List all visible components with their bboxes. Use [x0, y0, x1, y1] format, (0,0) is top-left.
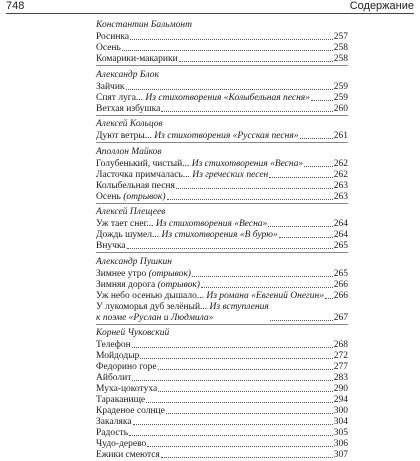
entry-page-number: 263	[334, 192, 348, 203]
dot-leader	[132, 380, 332, 381]
dot-leader	[304, 166, 333, 167]
toc-entry[interactable]	[96, 43, 348, 54]
entry-title: Мойдодыр	[96, 351, 139, 361]
toc-entry[interactable]	[96, 280, 348, 291]
toc-section	[96, 324, 348, 461]
entry-text	[96, 373, 131, 384]
entry-page-number: 294	[334, 395, 348, 406]
dot-leader	[161, 111, 332, 112]
author-name: Александр Пушкин	[96, 253, 348, 269]
entry-text	[96, 439, 146, 450]
entry-text	[96, 43, 121, 54]
entry-title: Внучка	[96, 241, 126, 251]
entry-title: Голубенький, чистый...	[96, 159, 189, 169]
entry-title: Зайчик	[96, 82, 125, 92]
table-of-contents	[96, 16, 348, 461]
dot-leader	[269, 177, 333, 178]
author-name: Алексей Плещеев	[96, 203, 348, 219]
toc-entry[interactable]	[96, 340, 348, 351]
dot-leader	[129, 435, 333, 436]
toc-section	[96, 142, 348, 203]
toc-entry[interactable]	[96, 439, 348, 450]
entry-text	[96, 351, 139, 362]
toc-entry[interactable]	[96, 54, 348, 65]
toc-entry[interactable]	[96, 82, 348, 93]
entry-text	[96, 181, 175, 192]
entry-text	[96, 230, 278, 241]
entry-text	[96, 302, 269, 324]
entry-title: Зимняя дорога	[96, 280, 155, 290]
dot-leader	[122, 50, 333, 51]
entry-page-number: 260	[334, 104, 348, 115]
entry-page-number: 258	[334, 54, 348, 65]
page-number: 748	[6, 0, 24, 12]
entry-source: Из греческих песен	[192, 170, 268, 180]
dot-leader	[147, 446, 332, 447]
dot-leader	[132, 347, 333, 348]
toc-entry[interactable]	[96, 104, 348, 115]
entry-title: Ветхая избушка	[96, 104, 160, 114]
entry-source: Из стихотворения «В бурю»	[162, 230, 278, 240]
entry-page-number: 264	[334, 230, 348, 241]
entry-text	[96, 340, 131, 351]
entry-note: (отрывок)	[149, 269, 191, 279]
entry-title: Муха-цокотуха	[96, 384, 157, 394]
dot-leader	[268, 226, 332, 227]
entry-page-number: 300	[334, 406, 348, 417]
entry-title: Чудо-дерево	[96, 439, 146, 449]
entry-source: Из романа «Евгений Онегин»	[206, 291, 324, 301]
dot-leader	[167, 199, 333, 200]
entry-page-number: 277	[334, 362, 348, 373]
entry-title: Дождь шумел...	[96, 230, 159, 240]
entry-page-number: 283	[334, 373, 348, 384]
entry-page-number: 272	[334, 351, 348, 362]
entry-title: Радость	[96, 428, 128, 438]
entry-page-number: 265	[334, 269, 348, 280]
entry-title: Айболит	[96, 373, 131, 383]
entry-title: Тараканище	[96, 395, 145, 405]
entry-title: Зимнее утро	[96, 269, 146, 279]
entry-page-number: 268	[334, 340, 348, 351]
entry-note: (отрывок)	[123, 192, 165, 202]
entry-title: Уж тает снег...	[96, 219, 154, 229]
dot-leader	[146, 402, 333, 403]
dot-leader	[158, 391, 333, 392]
dot-leader	[176, 188, 333, 189]
dot-leader	[140, 358, 332, 359]
entry-text	[96, 384, 157, 395]
entry-text	[96, 104, 160, 115]
entry-title: Краденое солнце	[96, 406, 165, 416]
author-name: Алексей Кольцов	[96, 115, 348, 131]
header-rule	[6, 13, 414, 14]
entry-text	[96, 219, 267, 230]
entry-page-number: 306	[334, 439, 348, 450]
entry-title: Колыбельная песня	[96, 181, 175, 191]
entry-source: Из стихотворения «Весна»	[192, 159, 303, 169]
entry-text	[96, 362, 157, 373]
entry-page-number: 259	[334, 93, 348, 104]
toc-entry[interactable]	[96, 32, 348, 43]
entry-title: Ласточка примчалась...	[96, 170, 190, 180]
toc-entry[interactable]	[96, 170, 348, 181]
toc-entry[interactable]	[96, 181, 348, 192]
entry-text	[96, 417, 132, 428]
entry-source-continued: к поэме «Руслан и Людмила»	[96, 313, 269, 324]
entry-page-number: 264	[334, 219, 348, 230]
entry-source: Из стихотворения «Весна»	[156, 219, 267, 229]
toc-entry[interactable]	[96, 291, 348, 302]
dot-leader	[270, 320, 333, 321]
toc-entry[interactable]	[96, 131, 348, 142]
toc-section	[96, 115, 348, 143]
entry-page-number: 267	[334, 313, 348, 324]
toc-entry[interactable]	[96, 395, 348, 406]
entry-title: Спят луга...	[96, 93, 143, 103]
entry-text	[96, 170, 268, 181]
entry-text	[96, 159, 303, 170]
entry-title: Комарики-макарики	[96, 54, 178, 64]
dot-leader	[166, 413, 333, 414]
entry-page-number: 307	[334, 450, 348, 461]
toc-entry[interactable]	[96, 406, 348, 417]
toc-entry[interactable]	[96, 362, 348, 373]
entry-text	[96, 82, 125, 93]
entry-text	[96, 131, 299, 142]
entry-page-number: 257	[334, 32, 348, 43]
page-header	[6, 0, 414, 12]
toc-entry[interactable]	[96, 219, 348, 230]
toc-entry[interactable]	[96, 450, 348, 461]
toc-entry[interactable]	[96, 192, 348, 203]
entry-note: (отрывок)	[158, 280, 200, 290]
toc-section	[96, 65, 348, 115]
toc-entry[interactable]	[96, 241, 348, 252]
dot-leader	[201, 287, 333, 288]
dot-leader	[300, 138, 333, 139]
entry-page-number: 261	[334, 131, 348, 142]
toc-entry[interactable]	[96, 159, 348, 170]
dot-leader	[192, 276, 333, 277]
dot-leader	[179, 61, 333, 62]
entry-title: Осень	[96, 43, 121, 53]
entry-title: Росинка	[96, 32, 129, 42]
entry-title: Осень	[96, 192, 121, 202]
entry-text	[96, 395, 145, 406]
toc-entry[interactable]	[96, 373, 348, 384]
entry-title: Уж небо осенью дышало...	[96, 291, 204, 301]
dot-leader	[311, 100, 333, 101]
page-title: Содержание	[350, 0, 414, 12]
dot-leader	[158, 369, 333, 370]
entry-title: Федорино горе	[96, 362, 157, 372]
entry-text	[96, 406, 165, 417]
toc-entry[interactable]	[96, 269, 348, 280]
entry-source: Из стихотворения «Русская песня»	[154, 131, 298, 141]
entry-page-number: 266	[334, 280, 348, 291]
toc-entry[interactable]	[96, 417, 348, 428]
toc-entry[interactable]	[96, 93, 348, 104]
entry-page-number: 304	[334, 417, 348, 428]
entry-source: Из вступления	[210, 302, 269, 312]
entry-text	[96, 428, 128, 439]
entry-title: Закаляка	[96, 417, 132, 427]
entry-title: У лукоморья дуб зелёный...	[96, 302, 207, 312]
dot-leader	[126, 89, 333, 90]
toc-entry[interactable]	[96, 428, 348, 439]
dot-leader	[127, 248, 333, 249]
entry-title: Ёжики смеются	[96, 450, 160, 460]
entry-page-number: 258	[334, 43, 348, 54]
entry-title: Телефон	[96, 340, 131, 350]
entry-page-number: 262	[334, 170, 348, 181]
toc-section	[96, 252, 348, 324]
author-name: Константин Бальмонт	[96, 16, 348, 32]
entry-text	[96, 32, 129, 43]
entry-page-number: 265	[334, 241, 348, 252]
author-name: Корней Чуковский	[96, 324, 348, 340]
entry-text	[96, 269, 191, 280]
dot-leader	[161, 457, 333, 458]
entry-page-number: 290	[334, 384, 348, 395]
entry-page-number: 266	[334, 291, 348, 302]
entry-page-number: 305	[334, 428, 348, 439]
entry-text	[96, 241, 126, 252]
entry-page-number: 259	[334, 82, 348, 93]
toc-section	[96, 203, 348, 253]
entry-text	[96, 93, 310, 104]
dot-leader	[130, 39, 333, 40]
entry-title: Дуют ветры...	[96, 131, 152, 141]
toc-entry[interactable]	[96, 230, 348, 241]
entry-source: Из стихотворения «Колыбельная песня»	[145, 93, 310, 103]
toc-entry[interactable]	[96, 384, 348, 395]
entry-page-number: 263	[334, 181, 348, 192]
entry-text	[96, 54, 178, 65]
toc-section	[96, 16, 348, 65]
entry-text	[96, 291, 324, 302]
entry-text	[96, 450, 160, 461]
entry-text	[96, 280, 200, 291]
entry-page-number: 262	[334, 159, 348, 170]
toc-entry[interactable]	[96, 351, 348, 362]
dot-leader	[279, 237, 333, 238]
author-name: Аполлон Майков	[96, 143, 348, 159]
dot-leader	[325, 298, 333, 299]
dot-leader	[133, 424, 333, 425]
author-name: Александр Блок	[96, 66, 348, 82]
toc-entry[interactable]	[96, 302, 348, 324]
entry-text	[96, 192, 166, 203]
